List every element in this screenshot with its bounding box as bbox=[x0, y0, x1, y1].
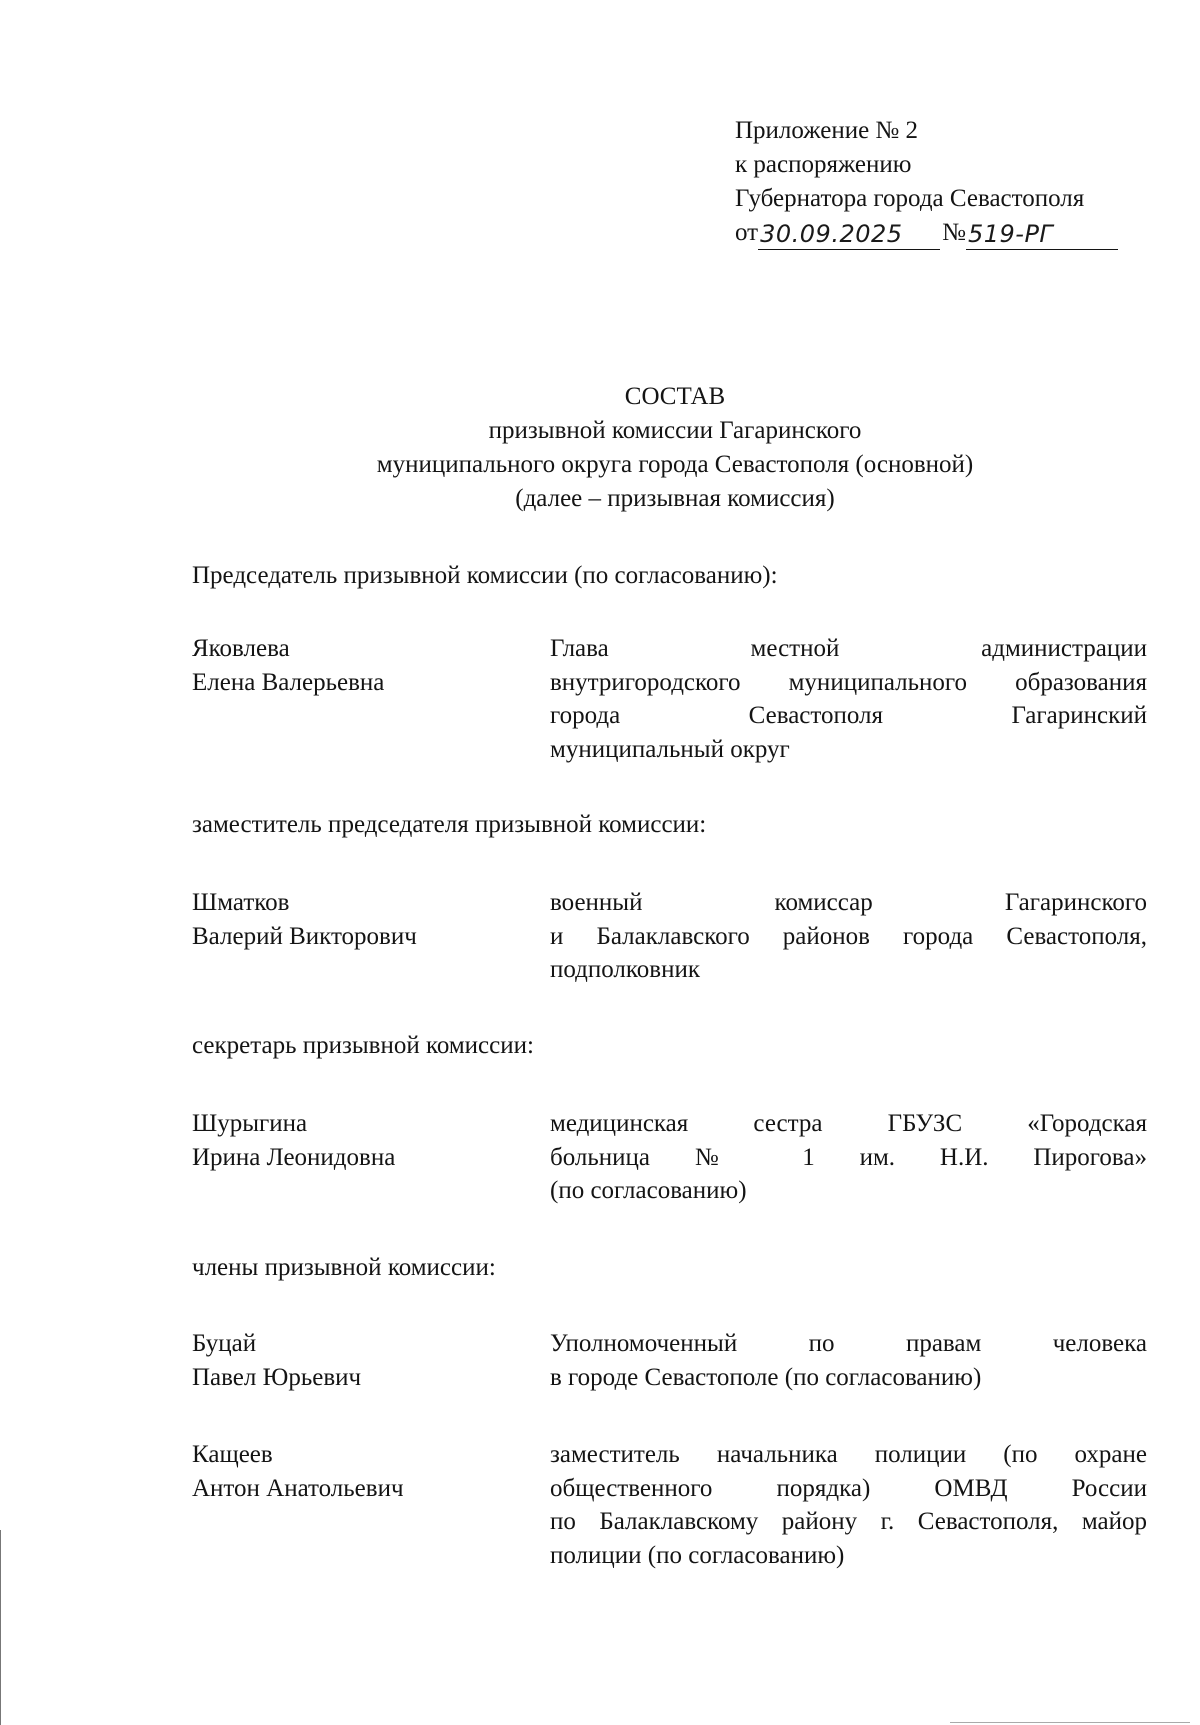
appendix-date-line bbox=[735, 216, 1155, 250]
member-surname: Шурыгина bbox=[192, 1110, 308, 1137]
member-name bbox=[192, 886, 532, 953]
member-yakovleva bbox=[192, 632, 1147, 772]
position-line: внутригородского муниципального образования bbox=[550, 668, 1147, 696]
position-line: Уполномоченный по правам человека bbox=[550, 1330, 1147, 1357]
member-position bbox=[550, 1438, 1147, 1572]
member-position bbox=[550, 1327, 1147, 1394]
member-position bbox=[550, 632, 1147, 766]
position-line: и Балаклавского районов города Севастополя, bbox=[550, 922, 1147, 950]
position-line: больница № 1 им. Н.И. Пирогова» bbox=[550, 1143, 1147, 1171]
title-line-3: (далее – призывная комиссия) bbox=[515, 485, 835, 512]
member-position bbox=[550, 886, 1147, 987]
handwritten-number: 519-РГ bbox=[966, 219, 1118, 250]
from-label: от bbox=[735, 219, 759, 246]
section-chair: Председатель призывной комиссии (по согласованию): bbox=[192, 562, 778, 589]
member-surname: Кащеев bbox=[192, 1441, 273, 1468]
position-line: по Балаклавскому району г. Севастополя, майор bbox=[550, 1508, 1147, 1535]
position-line: муниципальный округ bbox=[550, 735, 790, 763]
member-given-name: Павел Юрьевич bbox=[192, 1363, 362, 1391]
member-name bbox=[192, 1327, 532, 1394]
scan-edge-mark bbox=[950, 1722, 1190, 1723]
member-given-name: Антон Анатольевич bbox=[192, 1474, 404, 1502]
appendix-order-ref: к распоряжению bbox=[735, 151, 912, 178]
member-name bbox=[192, 632, 532, 699]
document-title bbox=[190, 380, 1160, 516]
scan-edge-mark bbox=[0, 1530, 1, 1725]
title-line-2: муниципального округа города Севастополя (основной) bbox=[376, 451, 974, 478]
position-line: города Севастополя Гагаринский bbox=[550, 702, 1147, 729]
position-line: медицинская сестра ГБУЗС «Городская bbox=[550, 1110, 1147, 1137]
appendix-number: Приложение № 2 bbox=[735, 117, 919, 144]
member-surname: Буцай bbox=[192, 1330, 257, 1357]
handwritten-date: 30.09.2025 bbox=[758, 219, 940, 250]
member-kashcheev bbox=[192, 1438, 1147, 1578]
member-shurygina bbox=[192, 1107, 1147, 1217]
member-position bbox=[550, 1107, 1147, 1208]
member-butsai bbox=[192, 1327, 1147, 1399]
position-line: подполковник bbox=[550, 956, 700, 983]
appendix-issuer: Губернатора города Севастополя bbox=[735, 185, 1085, 212]
member-given-name: Валерий Викторович bbox=[192, 922, 417, 950]
number-label: № bbox=[942, 219, 966, 246]
section-deputy: заместитель председателя призывной комиссии: bbox=[192, 811, 707, 838]
member-shmatkov bbox=[192, 886, 1147, 996]
title-line-1: призывной комиссии Гагаринского bbox=[488, 417, 862, 444]
member-name bbox=[192, 1107, 532, 1174]
appendix-header bbox=[735, 114, 1155, 250]
title-heading: СОСТАВ bbox=[624, 383, 726, 410]
position-line: военный комиссар Гагаринского bbox=[550, 889, 1147, 916]
section-secretary: секретарь призывной комиссии: bbox=[192, 1032, 534, 1059]
position-line: Глава местной администрации bbox=[550, 635, 1147, 662]
position-line: в городе Севастополе (по согласованию) bbox=[550, 1363, 982, 1391]
position-line: (по согласованию) bbox=[550, 1177, 747, 1204]
member-surname: Шматков bbox=[192, 889, 290, 916]
member-name bbox=[192, 1438, 532, 1505]
position-line: заместитель начальника полиции (по охране bbox=[550, 1441, 1147, 1468]
position-line: общественного порядка) ОМВД России bbox=[550, 1474, 1147, 1502]
member-given-name: Ирина Леонидовна bbox=[192, 1143, 396, 1171]
position-line: полиции (по согласованию) bbox=[550, 1541, 845, 1569]
member-given-name: Елена Валерьевна bbox=[192, 668, 385, 696]
section-members: члены призывной комиссии: bbox=[192, 1254, 496, 1281]
member-surname: Яковлева bbox=[192, 635, 290, 662]
